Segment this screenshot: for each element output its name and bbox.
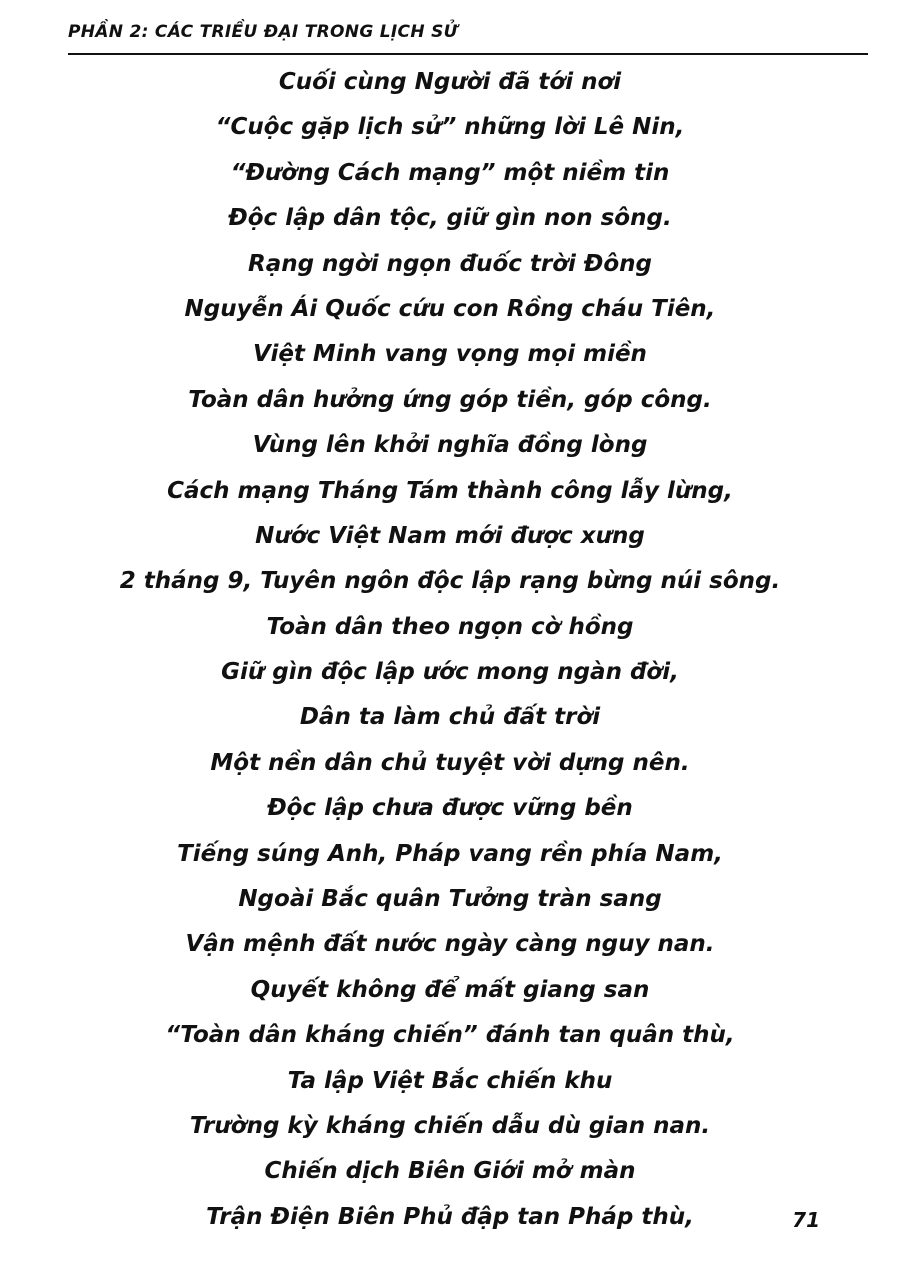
poem-line: “Đường Cách mạng” một niềm tin xyxy=(230,159,670,186)
poem-line: Nước Việt Nam mới được xưng xyxy=(255,522,645,549)
poem-line: Việt Minh vang vọng mọi miền xyxy=(253,341,647,368)
poem-line: Giữ gìn độc lập ước mong ngàn đời, xyxy=(221,659,679,686)
poem-line: Tiếng súng Anh, Pháp vang rền phía Nam, xyxy=(177,840,723,867)
poem-line: Độc lập chưa được vững bền xyxy=(267,795,633,822)
poem-line: “Toàn dân kháng chiến” đánh tan quân thù, xyxy=(165,1022,735,1049)
poem-line: Nguyễn Ái Quốc cứu con Rồng cháu Tiên, xyxy=(184,295,716,322)
poem-line: Một nền dân chủ tuyệt vời dựng nên. xyxy=(210,749,690,776)
poem-line: Rạng ngời ngọn đuốc trời Đông xyxy=(247,250,653,277)
poem-line: 2 tháng 9, Tuyên ngôn độc lập rạng bừng núi sông. xyxy=(119,568,781,595)
poem-line: Vùng lên khởi nghĩa đồng lòng xyxy=(252,432,648,459)
poem-line: Vận mệnh đất nước ngày càng nguy nan. xyxy=(185,931,715,958)
poem-line: Chiến dịch Biên Giới mở màn xyxy=(264,1158,636,1185)
header-rule xyxy=(68,53,868,55)
poem-line: Toàn dân theo ngọn cờ hồng xyxy=(266,613,634,640)
poem-line: Quyết không để mất giang san xyxy=(250,976,650,1003)
poem-line: Cách mạng Tháng Tám thành công lẫy lừng, xyxy=(167,477,733,504)
poem-line: Cuối cùng Người đã tới nơi xyxy=(278,69,622,95)
poem-line: Trường kỳ kháng chiến dẫu dù gian nan. xyxy=(189,1112,711,1139)
poem-line: Trận Điện Biên Phủ đập tan Pháp thù, xyxy=(206,1203,694,1230)
poem-line: Ngoài Bắc quân Tưởng tràn sang xyxy=(238,886,662,913)
poem-line: Ta lập Việt Bắc chiến khu xyxy=(287,1067,613,1094)
poem-line: Độc lập dân tộc, giữ gìn non sông. xyxy=(228,205,672,232)
poem-line: “Cuộc gặp lịch sử” những lời Lê Nin, xyxy=(215,114,685,141)
poem-line: Dân ta làm chủ đất trời xyxy=(299,704,601,731)
poem-line: Toàn dân hưởng ứng góp tiền, góp công. xyxy=(188,386,712,413)
poem xyxy=(0,60,900,1240)
page-number: 71 xyxy=(792,1208,820,1232)
running-header: PHẦN 2: CÁC TRIỀU ĐẠI TRONG LỊCH SỬ xyxy=(68,22,458,42)
